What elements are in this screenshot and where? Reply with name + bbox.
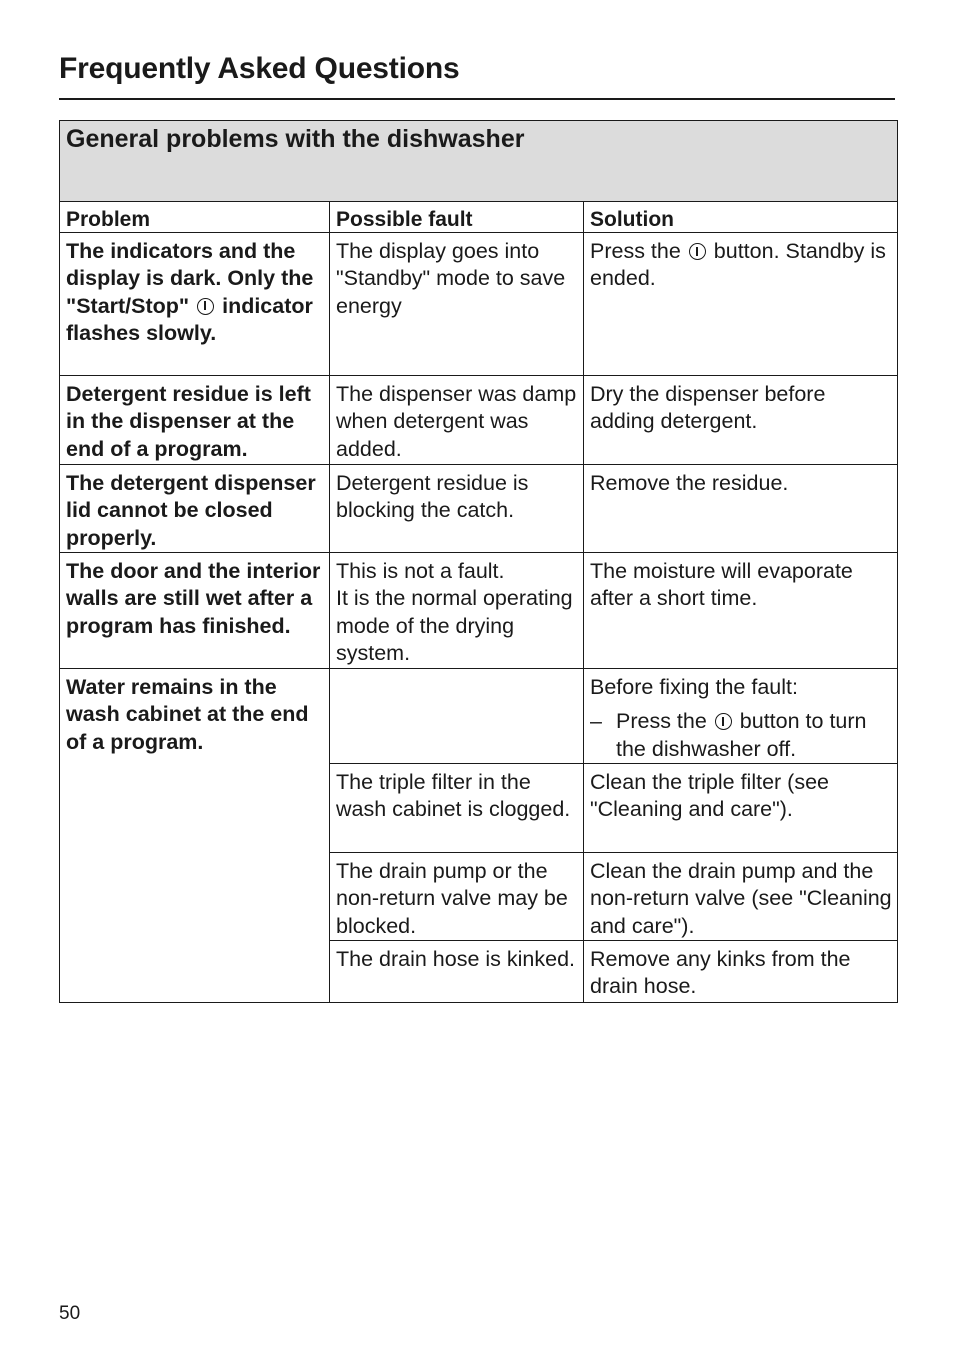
faq-table [59,120,898,1003]
problem-cell [60,233,330,376]
solution-intro: Before fixing the fault: [590,675,798,699]
fault-cell: The drain hose is kinked. [330,941,584,1003]
power-icon [689,243,706,260]
fault-text: This is not a fault. [336,559,505,583]
solution-cell [584,669,898,764]
solution-cell: Remove the residue. [584,465,898,553]
power-icon [715,713,732,730]
step-dash: – [590,709,602,734]
fault-cell: The dispenser was damp when detergent was added. [330,376,584,465]
fault-cell: Detergent residue is blocking the catch. [330,465,584,553]
fault-cell: The triple filter in the wash cabinet is clogged. [330,764,584,853]
fault-cell [330,553,584,669]
step-text [616,708,892,763]
fault-cell: The display goes into "Standby" mode to save energy [330,233,584,376]
problem-cell: Water remains in the wash cabinet at the end of a program. [60,669,330,1003]
page-title: Frequently Asked Questions [59,52,460,85]
table-row [60,553,898,669]
solution-cell: The moisture will evaporate after a short time. [584,553,898,669]
section-title: General problems with the dishwasher [60,121,898,202]
solution-cell [584,233,898,376]
step-text-after: button to turn the dishwasher off. [616,709,867,761]
solution-cell: Dry the dispenser before adding detergent. [584,376,898,465]
solution-cell: Remove any kinks from the drain hose. [584,941,898,1003]
problem-text: The indicators and the display is dark. Only the "Start/Stop" [66,239,314,318]
step-text-before: Press the [616,709,707,734]
title-divider [59,98,895,100]
solution-step [590,708,892,763]
problem-cell: The detergent dispenser lid cannot be closed properly. [60,465,330,553]
fault-cell [330,669,584,764]
column-header-problem: Problem [60,202,330,233]
column-header-row [60,202,898,233]
solution-cell: Clean the drain pump and the non-return valve (see "Cleaning and care"). [584,853,898,941]
solution-text: button. Standby is ended. [590,239,886,291]
problem-cell: Detergent residue is left in the dispenser at the end of a program. [60,376,330,465]
problem-cell: The door and the interior walls are still wet after a program has finished. [60,553,330,669]
column-header-fault: Possible fault [330,202,584,233]
column-header-solution: Solution [584,202,898,233]
section-header-row [60,121,898,202]
power-icon [197,298,214,315]
fault-text: It is the normal operating mode of the drying system. [336,586,573,665]
table-row [60,233,898,376]
table-row [60,669,898,764]
fault-cell: The drain pump or the non-return valve may be blocked. [330,853,584,941]
page-number: 50 [59,1303,81,1324]
solution-cell: Clean the triple filter (see "Cleaning and care"). [584,764,898,853]
table-row [60,376,898,465]
problem-text: indicator flashes slowly. [66,293,313,345]
solution-text: Press the [590,239,681,263]
table-row [60,465,898,553]
